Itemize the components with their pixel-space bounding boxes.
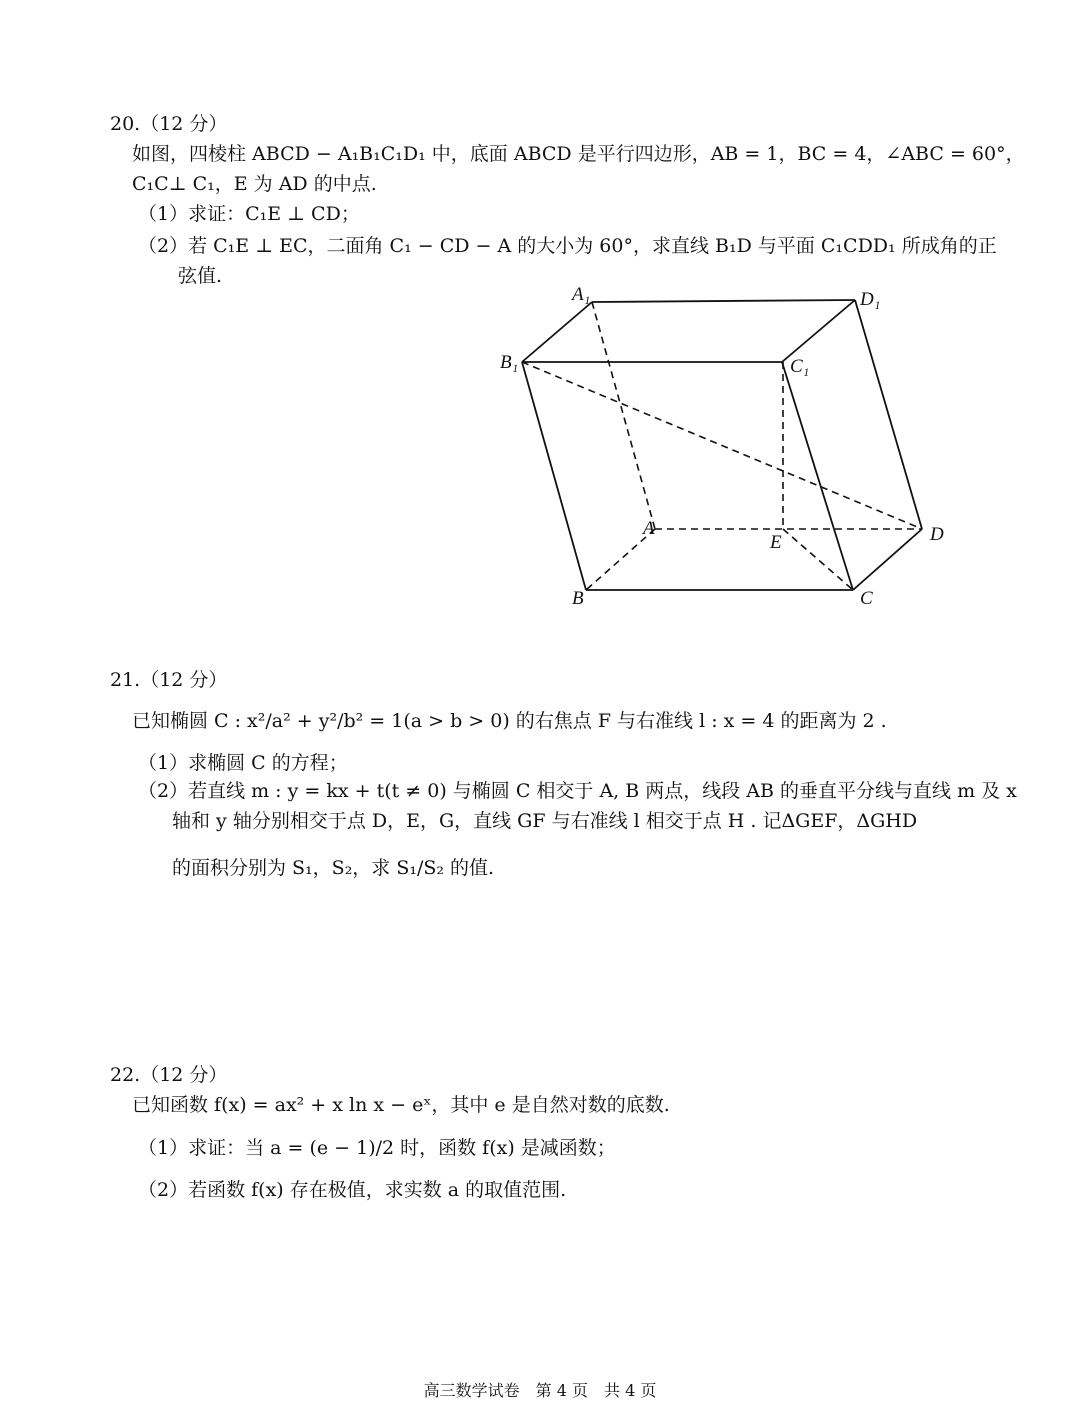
label-d1: D₁: [860, 289, 881, 310]
q21-part2: （2）若直线 m : y = kx + t(t ≠ 0) 与椭圆 C 相交于 A, B 两点，线段 AB 的垂直平分线与直线 m 及 x: [138, 780, 1017, 802]
edge-a1b1: [522, 302, 592, 362]
label-a: A: [643, 518, 655, 539]
edge-d1d: [855, 300, 922, 529]
edge-c1d1: [782, 300, 855, 362]
q21-header: 21.（12 分）: [110, 669, 228, 691]
edge-b1b: [522, 362, 586, 590]
q20-header: 20.（12 分）: [110, 113, 228, 135]
q21-part2-cont2: 的面积分别为 S₁，S₂，求 S₁/S₂ 的值.: [172, 857, 495, 879]
label-c: C: [860, 588, 873, 609]
label-a1: A₁: [572, 284, 591, 305]
q20-part1: （1）求证：C₁E ⊥ CD；: [138, 203, 360, 225]
q21-part2-cont1: 轴和 y 轴分别相交于点 D，E，G，直线 GF 与右准线 l 相交于点 H . 记ΔGEF，ΔGHD: [172, 810, 918, 832]
page-footer: 高三数学试卷 第 4 页 共 4 页: [423, 1381, 657, 1400]
q22-part2: （2）若函数 f(x) 存在极值，求实数 a 的取值范围.: [138, 1179, 567, 1201]
label-e: E: [770, 532, 782, 553]
q21-part1: （1）求椭圆 C 的方程；: [138, 752, 348, 774]
edge-c1c: [782, 362, 853, 590]
label-b: B: [572, 588, 584, 609]
q22-header: 22.（12 分）: [110, 1064, 228, 1086]
segment-b1d: [522, 362, 922, 529]
label-b1: B₁: [500, 352, 519, 373]
label-d: D: [930, 524, 944, 545]
q21-stem: 已知椭圆 C : x²/a² + y²/b² = 1(a > b > 0) 的右焦点 F 与右准线 l : x = 4 的距离为 2 .: [132, 710, 887, 732]
label-c1: C₁: [790, 356, 810, 377]
q20-part2-cont: 弦值.: [178, 265, 223, 287]
segment-ec: [783, 529, 853, 590]
edge-cd: [853, 529, 922, 590]
q20-part2: （2）若 C₁E ⊥ EC，二面角 C₁ − CD − A 的大小为 60°，求直线 B₁D 与平面 C₁CDD₁ 所成角的正: [138, 235, 997, 257]
q20-stem-line1: 如图，四棱柱 ABCD − A₁B₁C₁D₁ 中，底面 ABCD 是平行四边形，AB = 1，BC = 4，∠ABC = 60°，: [132, 143, 1025, 165]
q22-stem: 已知函数 f(x) = ax² + x ln x − eˣ，其中 e 是自然对数的底数.: [132, 1094, 670, 1116]
q20-stem-line2: C₁C⊥ C₁，E 为 AD 的中点.: [132, 173, 377, 195]
edge-a1d1: [592, 300, 855, 302]
edge-a1a: [592, 302, 655, 529]
q22-part1: （1）求证：当 a = (e − 1)/2 时，函数 f(x) 是减函数；: [138, 1137, 616, 1159]
